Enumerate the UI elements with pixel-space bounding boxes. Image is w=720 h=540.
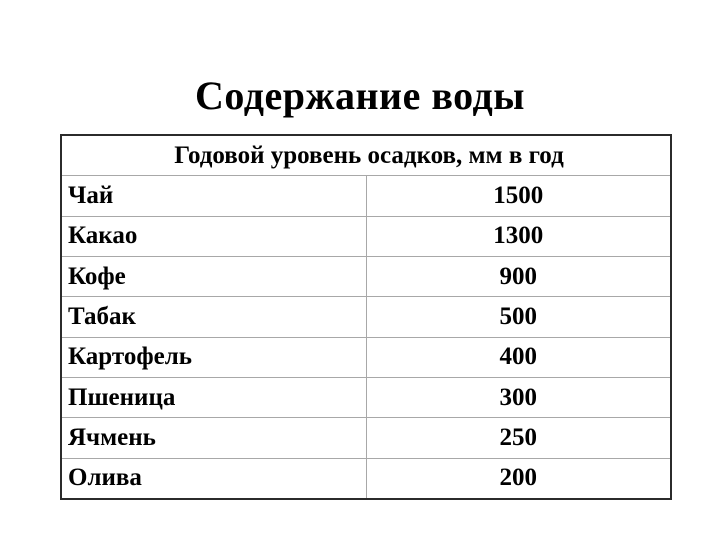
crop-name-cell: Ячмень — [62, 418, 366, 458]
table-row — [62, 337, 670, 377]
crop-name-cell: Кофе — [62, 256, 366, 296]
table-row — [62, 418, 670, 458]
precipitation-value-cell: 1300 — [366, 216, 670, 256]
table-row — [62, 216, 670, 256]
precipitation-value-cell: 500 — [366, 297, 670, 337]
precipitation-value-cell: 250 — [366, 418, 670, 458]
data-table — [62, 136, 670, 498]
precipitation-value-cell: 900 — [366, 256, 670, 296]
table-row — [62, 458, 670, 498]
crop-name-cell: Олива — [62, 458, 366, 498]
table-header-text: Годовой уровень осадков, мм в год — [174, 141, 564, 169]
data-table-container — [60, 134, 672, 500]
table-header-cell — [62, 136, 670, 176]
crop-name-cell: Табак — [62, 297, 366, 337]
precipitation-value-cell: 1500 — [366, 176, 670, 216]
crop-name-cell: Пшеница — [62, 378, 366, 418]
table-row — [62, 378, 670, 418]
precipitation-value-cell: 400 — [366, 337, 670, 377]
table-row — [62, 256, 670, 296]
slide-title: Содержание воды — [195, 73, 525, 118]
precipitation-value-cell: 300 — [366, 378, 670, 418]
crop-name-cell: Какао — [62, 216, 366, 256]
crop-name-cell: Чай — [62, 176, 366, 216]
table-header-row — [62, 136, 670, 176]
crop-name-cell: Картофель — [62, 337, 366, 377]
precipitation-value-cell: 200 — [366, 458, 670, 498]
table-row — [62, 297, 670, 337]
table-row — [62, 176, 670, 216]
